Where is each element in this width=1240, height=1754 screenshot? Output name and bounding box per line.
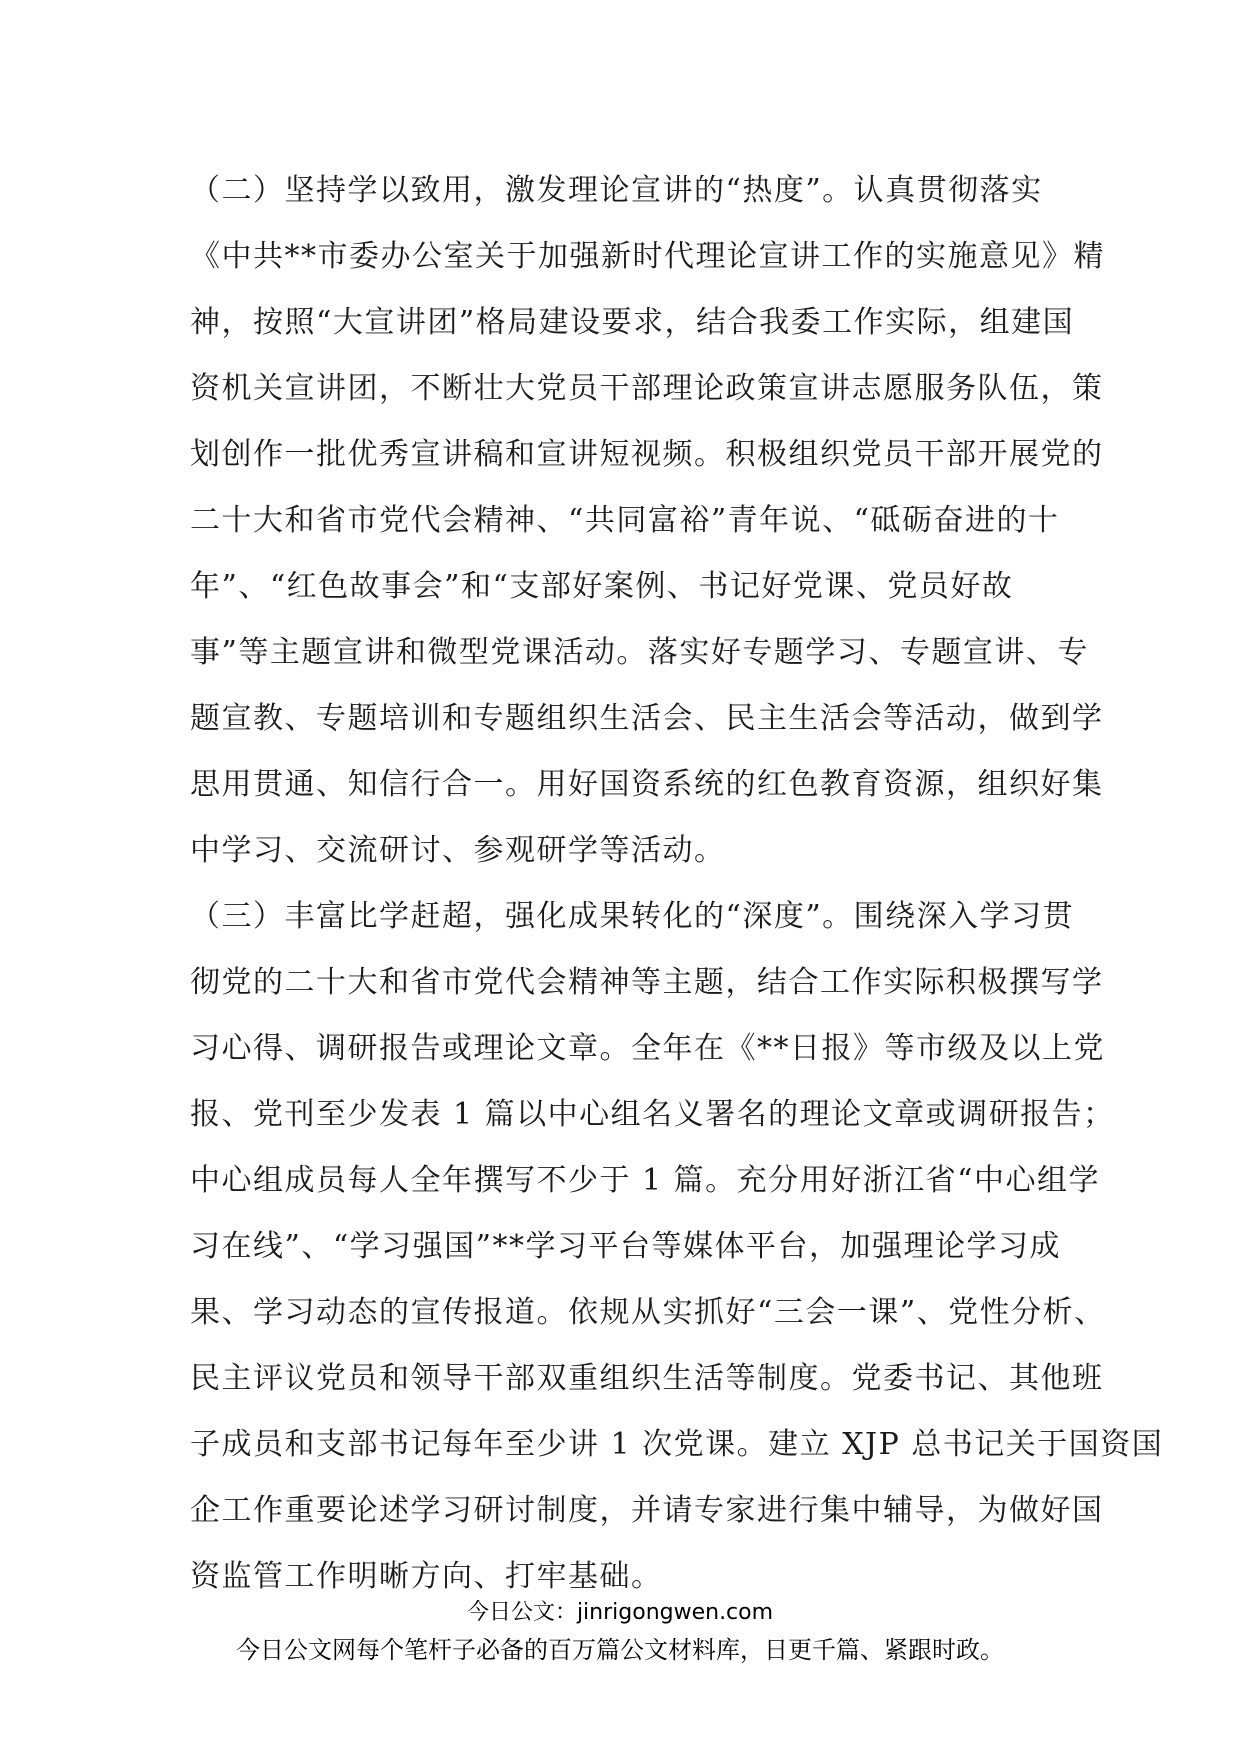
paragraph-line: 题宣教、专题培训和专题组织生活会、民主生活会等活动，做到学 [190,701,1104,736]
paragraph-line: 思用贯通、知信行合一。用好国资系统的红色教育资源，组织好集 [190,767,1104,802]
paragraph-line: 果、学习动态的宣传报道。依规从实抓好“三会一课”、党性分析、 [190,1295,1106,1330]
paragraph-line: 二十大和省市党代会精神、“共同富裕”青年说、“砥砺奋进的十 [190,503,1060,538]
paragraph-line: 子成员和支部书记每年至少讲 1 次党课。建立 XJP 总书记关于国资国 [190,1427,1164,1462]
paragraph-line: 资监管工作明晰方向、打牢基础。 [190,1559,663,1594]
paragraph-line: 报、党刊至少发表 1 篇以中心组名义署名的理论文章或调研报告； [190,1097,1115,1132]
paragraph-line: （二）坚持学以致用，激发理论宣讲的“热度”。认真贯彻落实 [190,173,1043,208]
paragraph-line: 习在线”、“学习强国”**学习平台等媒体平台，加强理论学习成 [190,1229,1062,1264]
paragraph-line: 彻党的二十大和省市党代会精神等主题，结合工作实际积极撰写学 [190,965,1104,1000]
paragraph-line: 企工作重要论述学习研讨制度，并请专家进行集中辅导，为做好国 [190,1493,1104,1528]
paragraph-line: 年”、“红色故事会”和“支部好案例、书记好党课、党员好故 [190,569,1014,604]
paragraph-line: 习心得、调研报告或理论文章。全年在《**日报》等市级及以上党 [190,1031,1105,1066]
paragraph-line: 《中共**市委办公室关于加强新时代理论宣讲工作的实施意见》精 [190,239,1105,274]
paragraph-line: 资机关宣讲团，不断壮大党员干部理论政策宣讲志愿服务队伍，策 [190,371,1104,406]
footer-site-link[interactable]: 今日公文：jinrigongwen.com [466,1600,774,1625]
paragraph-line: 划创作一批优秀宣讲稿和宣讲短视频。积极组织党员干部开展党的 [190,437,1104,472]
footer-slogan: 今日公文网每个笔杆子必备的百万篇公文材料库，日更千篇、紧跟时政。 [236,1636,1004,1664]
paragraph-line: 神，按照“大宣讲团”格局建设要求，结合我委工作实际，组建国 [190,305,1075,340]
document-body [190,158,1164,1610]
paragraph-line: 事”等主题宣讲和微型党课活动。落实好专题学习、专题宣讲、专 [190,635,1089,670]
paragraph-line: 中学习、交流研讨、参观研学等活动。 [190,833,726,868]
paragraph-line: 中心组成员每人全年撰写不少于 1 篇。充分用好浙江省“中心组学 [190,1163,1100,1198]
paragraph-line: 民主评议党员和领导干部双重组织生活等制度。党委书记、其他班 [190,1361,1104,1396]
paragraph-line: （三）丰富比学赶超，强化成果转化的“深度”。围绕深入学习贯 [190,899,1075,934]
